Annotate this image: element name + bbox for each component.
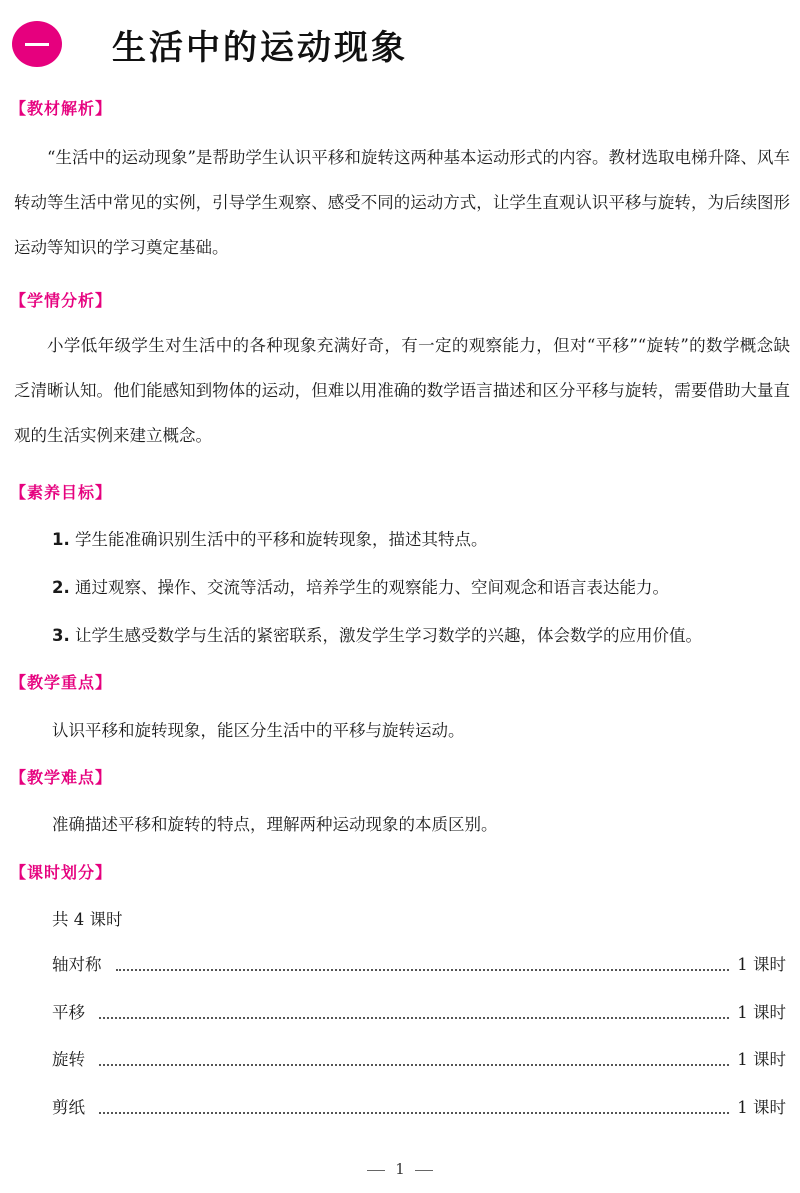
section-heading-analysis: 【教材解析】 xyxy=(10,99,113,118)
chapter-title: 生活中的运动现象 xyxy=(112,27,408,68)
lesson-hours: 1 课时 xyxy=(737,1050,786,1069)
lesson-row xyxy=(52,999,786,1023)
dot-leader xyxy=(99,1017,729,1019)
page-number-dash-left xyxy=(367,1170,385,1171)
section-heading-key-points: 【教学重点】 xyxy=(10,673,113,692)
page-number-value: 1 xyxy=(395,1160,405,1178)
dot-leader xyxy=(116,969,730,971)
goal-text: 通过观察、操作、交流等活动，培养学生的观察能力、空间观念和语言表达能力。 xyxy=(75,578,669,597)
lesson-name: 平移 xyxy=(52,1003,85,1022)
lesson-row xyxy=(52,1094,786,1118)
difficulties-text: 准确描述平移和旋转的特点，理解两种运动现象的本质区别。 xyxy=(52,815,498,834)
lesson-hours: 1 课时 xyxy=(737,1003,786,1022)
schedule-total: 共 4 课时 xyxy=(52,910,123,929)
lesson-name: 旋转 xyxy=(52,1050,85,1069)
key-points-text: 认识平移和旋转现象，能区分生活中的平移与旋转运动。 xyxy=(52,721,465,740)
lesson-row xyxy=(52,1046,786,1070)
goal-text: 学生能准确识别生活中的平移和旋转现象，描述其特点。 xyxy=(75,530,488,549)
goal-item xyxy=(52,622,702,646)
dot-leader xyxy=(99,1112,729,1114)
chapter-number-one-icon xyxy=(25,43,49,46)
goal-number: 1. xyxy=(52,530,70,549)
goal-item xyxy=(52,526,488,550)
lesson-hours: 1 课时 xyxy=(737,955,786,974)
goal-text: 让学生感受数学与生活的紧密联系，激发学生学习数学的兴趣，体会数学的应用价值。 xyxy=(75,626,702,645)
page-number-dash-right xyxy=(415,1170,433,1171)
goal-number: 2. xyxy=(52,578,70,597)
chapter-number-badge xyxy=(12,21,62,67)
lesson-name: 剪纸 xyxy=(52,1098,85,1117)
analysis-paragraph: “生活中的运动现象”是帮助学生认识平移和旋转这两种基本运动形式的内容。教材选取电梯升降、风车转动等生活中常见的实例，引导学生观察、感受不同的运动方式，让学生直观认识平移与旋转，为后续图形运动等知识的学习奠定基础。 xyxy=(14,148,790,257)
lesson-row xyxy=(52,951,786,975)
goal-item xyxy=(52,574,669,598)
chapter-header xyxy=(12,18,408,70)
goal-number: 3. xyxy=(52,626,70,645)
dot-leader xyxy=(99,1064,729,1066)
page-number xyxy=(0,1160,800,1178)
section-heading-goals: 【素养目标】 xyxy=(10,483,113,502)
lesson-hours: 1 课时 xyxy=(737,1098,786,1117)
section-heading-difficulties: 【教学难点】 xyxy=(10,768,113,787)
learners-paragraph: 小学低年级学生对生活中的各种现象充满好奇，有一定的观察能力，但对“平移”“旋转”的数学概念缺乏清晰认知。他们能感知到物体的运动，但难以用准确的数学语言描述和区分平移与旋转，需要借助大量直观的生活实例来建立概念。 xyxy=(14,336,790,445)
lesson-name: 轴对称 xyxy=(52,955,102,974)
section-heading-schedule: 【课时划分】 xyxy=(10,863,113,882)
section-heading-learners: 【学情分析】 xyxy=(10,291,113,310)
